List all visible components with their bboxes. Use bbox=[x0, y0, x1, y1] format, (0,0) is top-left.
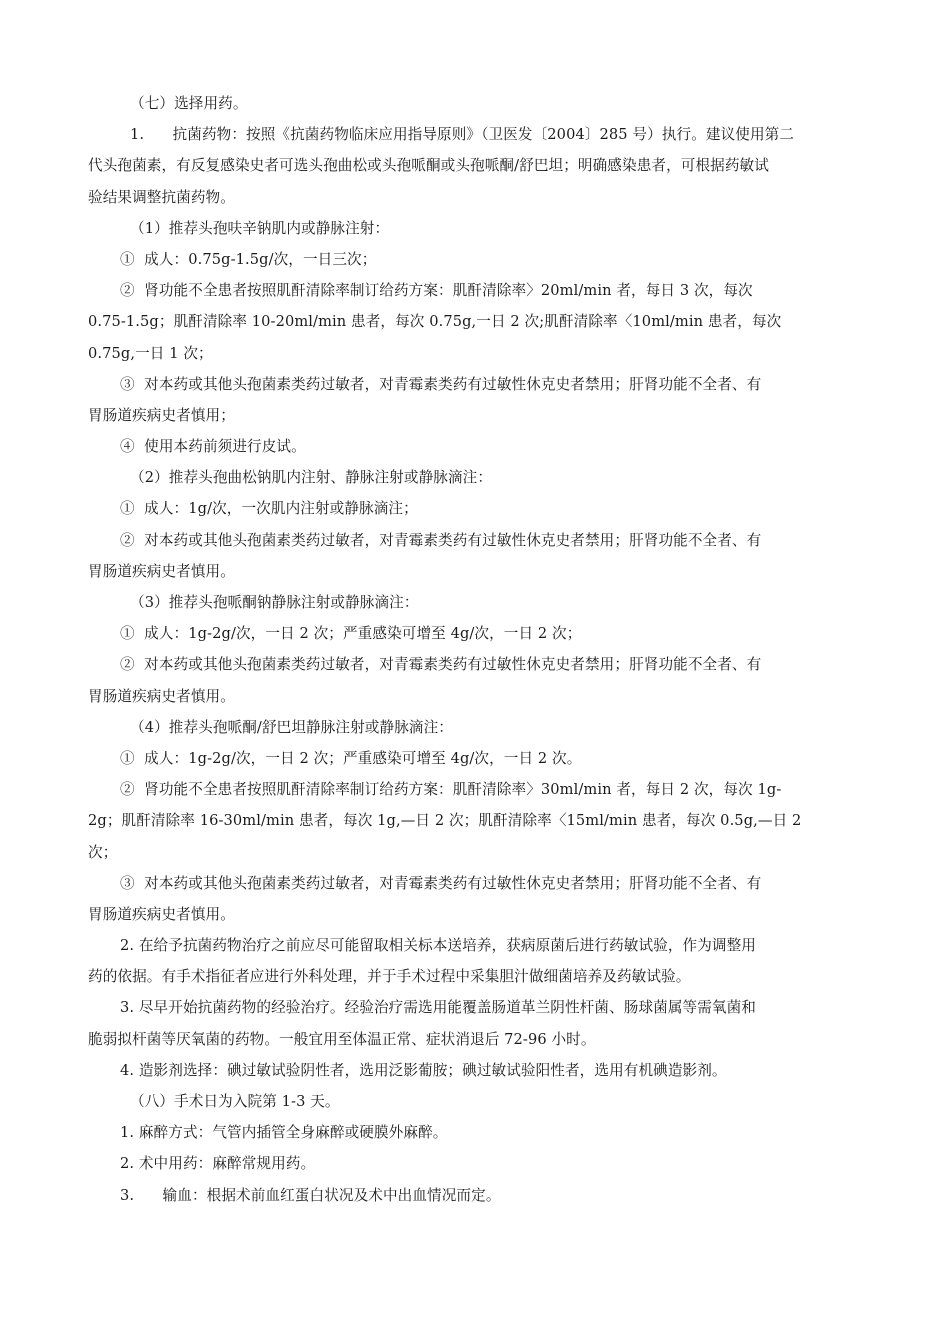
document-page bbox=[88, 88, 866, 1211]
text-line: （3）推荐头孢哌酮钠静脉注射或静脉滴注： bbox=[130, 594, 419, 611]
text-line: 2. 在给予抗菌药物治疗之前应尽可能留取相关标本送培养，获病原菌后进行药敏试验，作为调整用 bbox=[120, 937, 757, 955]
text-line: 次； bbox=[88, 843, 118, 861]
text-line: 验结果调整抗菌药物。 bbox=[88, 188, 235, 206]
text-line: 胃肠道疾病史者慎用。 bbox=[88, 687, 235, 705]
text-line: 2. 术中用药：麻醉常规用药。 bbox=[120, 1155, 316, 1173]
text-line: ① 成人：1g-2g/次，一日 2 次；严重感染可增至 4g/次，一日 2 次； bbox=[120, 625, 582, 643]
text-line: ② 对本药或其他头孢菌素类药过敏者，对青霉素类药有过敏性休克史者禁用；肝肾功能不全者、有 bbox=[120, 656, 762, 674]
text-line: 代头孢菌素，有反复感染史者可选头孢曲松或头孢哌酮或头孢哌酮/舒巴坦；明确感染患者，可根据药敏试 bbox=[88, 157, 769, 175]
text-line: ③ 对本药或其他头孢菌素类药过敏者，对青霉素类药有过敏性休克史者禁用；肝肾功能不全者、有 bbox=[120, 375, 762, 393]
text-line: ② 肾功能不全患者按照肌酐清除率制订给药方案：肌酐清除率〉30ml/min 者，每日 2 次，每次 1g- bbox=[120, 781, 782, 799]
text-line: 4. 造影剂选择：碘过敏试验阴性者，选用泛影葡胺；碘过敏试验阳性者，选用有机碘造影剂。 bbox=[120, 1061, 727, 1079]
text-line: 0.75-1.5g；肌酐清除率 10-20ml/min 患者，每次 0.75g,一日 2 次;肌酐清除率〈10ml/min 患者，每次 bbox=[88, 313, 782, 331]
text-line: ② 肾功能不全患者按照肌酐清除率制订给药方案：肌酐清除率〉20ml/min 者，每日 3 次，每次 bbox=[120, 282, 753, 300]
text-line: ① 成人：1g/次，一次肌内注射或静脉滴注； bbox=[120, 500, 418, 518]
text-line: （七）选择用药。 bbox=[130, 95, 248, 112]
text-line: 1. 抗菌药物：按照《抗菌药物临床应用指导原则》（卫医发〔2004〕285 号）执行。建议使用第二 bbox=[130, 126, 795, 144]
text-line: 3. 输血：根据术前血红蛋白状况及术中出血情况而定。 bbox=[120, 1186, 501, 1204]
text-line: 胃肠道疾病史者慎用。 bbox=[88, 905, 235, 923]
text-line: ③ 对本药或其他头孢菌素类药过敏者，对青霉素类药有过敏性休克史者禁用；肝肾功能不全者、有 bbox=[120, 874, 762, 892]
text-line: ① 成人：0.75g-1.5g/次，一日三次； bbox=[120, 250, 377, 268]
text-line: （2）推荐头孢曲松钠肌内注射、静脉注射或静脉滴注： bbox=[130, 469, 493, 487]
text-line: 药的依据。有手术指征者应进行外科处理，并于手术过程中采集胆汁做细菌培养及药敏试验。 bbox=[88, 968, 691, 986]
text-line: 2g；肌酐清除率 16-30ml/min 患者，每次 1g,—日 2 次；肌酐清除率〈15ml/min 患者，每次 0.5g,—日 2 bbox=[88, 812, 802, 830]
text-line: ② 对本药或其他头孢菌素类药过敏者，对青霉素类药有过敏性休克史者禁用；肝肾功能不全者、有 bbox=[120, 531, 762, 549]
text-line: ④ 使用本药前须进行皮试。 bbox=[120, 438, 306, 456]
text-line: ① 成人：1g-2g/次，一日 2 次；严重感染可增至 4g/次，一日 2 次。 bbox=[120, 749, 582, 767]
text-line: 脆弱拟杆菌等厌氧菌的药物。一般宜用至体温正常、症状消退后 72-96 小时。 bbox=[88, 1030, 596, 1048]
text-line: 1. 麻醉方式：气管内插管全身麻醉或硬膜外麻醉。 bbox=[120, 1124, 448, 1142]
text-line: 0.75g,一日 1 次； bbox=[88, 344, 213, 362]
text-line: （1）推荐头孢呋辛钠肌内或静脉注射： bbox=[130, 219, 390, 237]
text-line: 3. 尽早开始抗菌药物的经验治疗。经验治疗需选用能覆盖肠道革兰阴性杆菌、肠球菌属等需氧菌和 bbox=[120, 999, 757, 1017]
text-line: 胃肠道疾病史者慎用。 bbox=[88, 562, 235, 580]
text-line: （八）手术日为入院第 1-3 天。 bbox=[130, 1093, 340, 1110]
text-line: 胃肠道疾病史者慎用； bbox=[88, 406, 235, 424]
text-line: （4）推荐头孢哌酮/舒巴坦静脉注射或静脉滴注： bbox=[130, 718, 453, 736]
